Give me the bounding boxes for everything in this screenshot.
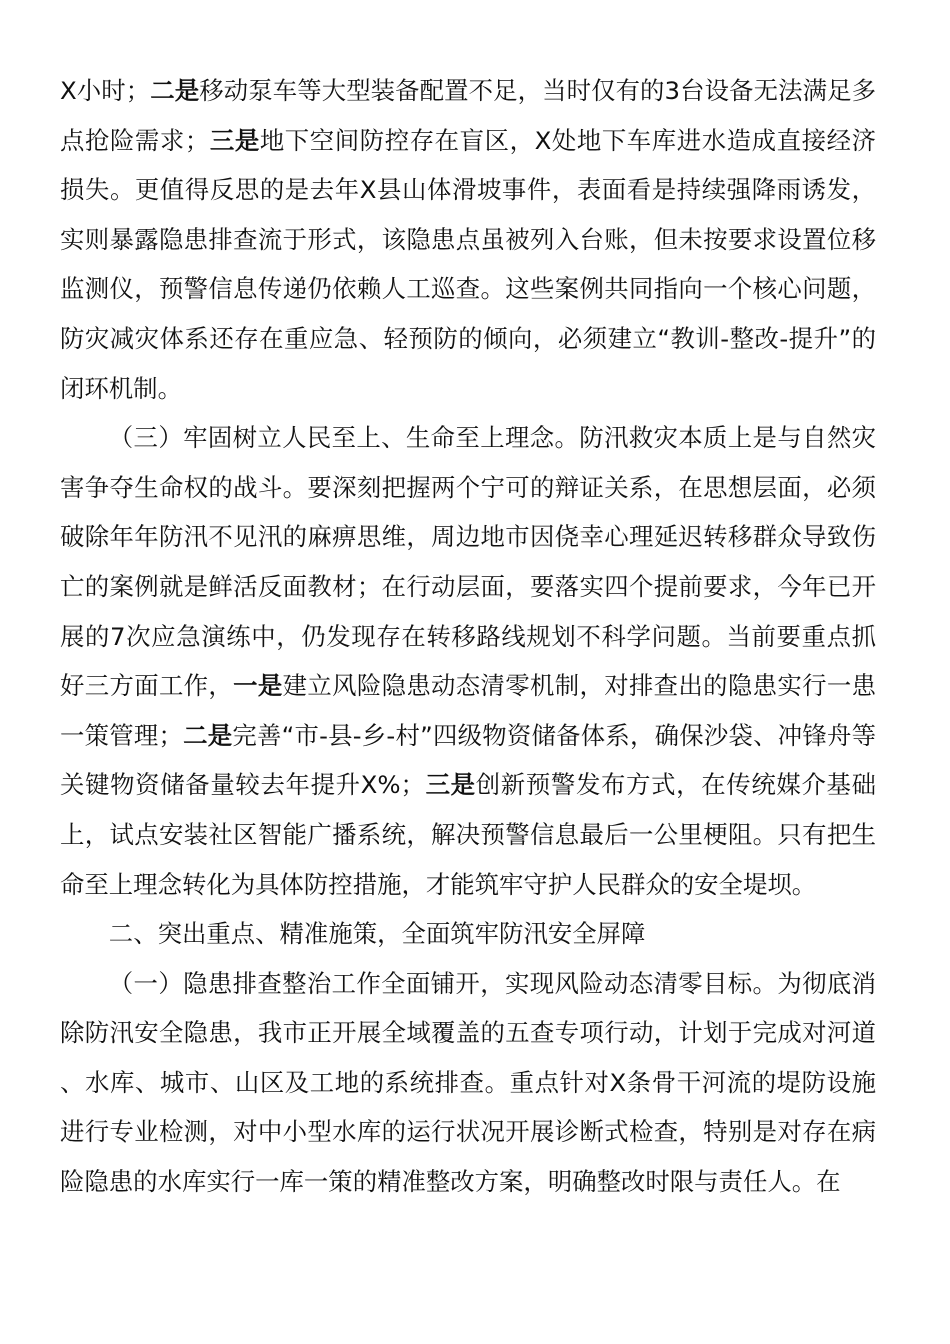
text-segment: 移动泵车等大型装备配置不足，当时仅有的3台设备无法满足多点抢险需求；: [60, 76, 876, 155]
text-segment: X小时；: [60, 76, 151, 105]
paragraph-continuation: [60, 66, 876, 413]
text-segment: （三）牢固树立人民至上、生命至上理念。防汛救灾本质上是与自然灾害争夺生命权的战斗。要深刻把握两个宁可的辩证关系，在思想层面，必须破除年年防汛不见汛的麻痹思维，周边地市因侥幸心理延迟转移群众导致伤亡的案例就是鲜活反面教材；在行动层面，要落实四个提前要求，今年已开展的7次应急演练中，仍发现存在转移路线规划不科学问题。当前要重点抓好三方面工作，: [60, 423, 876, 701]
bold-marker: 二是: [150, 76, 200, 105]
text-segment: 地下空间防控存在盲区，X处地下车库进水造成直接经济损失。更值得反思的是去年X县山体滑坡事件，表面看是持续强降雨诱发，实则暴露隐患排查流于形式，该隐患点虽被列入台账，但未按要求设置位移监测仪，预警信息传递仍依赖人工巡查。这些案例共同指向一个核心问题，防灾减灾体系还存在重应急、轻预防的倾向，必须建立“教训-整改-提升”的闭环机制。: [60, 125, 876, 403]
bold-marker: 一是: [233, 671, 283, 701]
paragraph-section-three: [60, 413, 876, 909]
text-segment: 完善“市-县-乡-村”四级物资储备体系，确保沙袋、冲锋舟等关键物资储备量较去年提升X%；: [60, 720, 876, 800]
section-heading: [60, 909, 876, 959]
heading-text: 二、突出重点、精准施策，全面筑牢防汛安全屏障: [108, 919, 646, 949]
bold-marker: 二是: [182, 720, 233, 750]
document-body: [60, 66, 876, 1207]
paragraph-subsection-one: [60, 959, 876, 1207]
bold-marker: 三是: [424, 770, 476, 800]
text-segment: 创新预警发布方式，在传统媒介基础上，试点安装社区智能广播系统，解决预警信息最后一公里梗阻。只有把生命至上理念转化为具体防控措施，才能筑牢守护人民群众的安全堤坝。: [60, 770, 876, 899]
text-segment: 建立风险隐患动态清零机制，对排查出的隐患实行一患一策管理；: [60, 671, 876, 750]
text-segment: （一）隐患排查整治工作全面铺开，实现风险动态清零目标。为彻底消除防汛安全隐患，我市正开展全域覆盖的五查专项行动，计划于完成对河道、水库、城市、山区及工地的系统排查。重点针对X条骨干河流的堤防设施进行专业检测，对中小型水库的运行状况开展诊断式检查，特别是对存在病险隐患的水库实行一库一策的精准整改方案，明确整改时限与责任人。在: [60, 968, 876, 1197]
bold-marker: 三是: [209, 125, 260, 155]
